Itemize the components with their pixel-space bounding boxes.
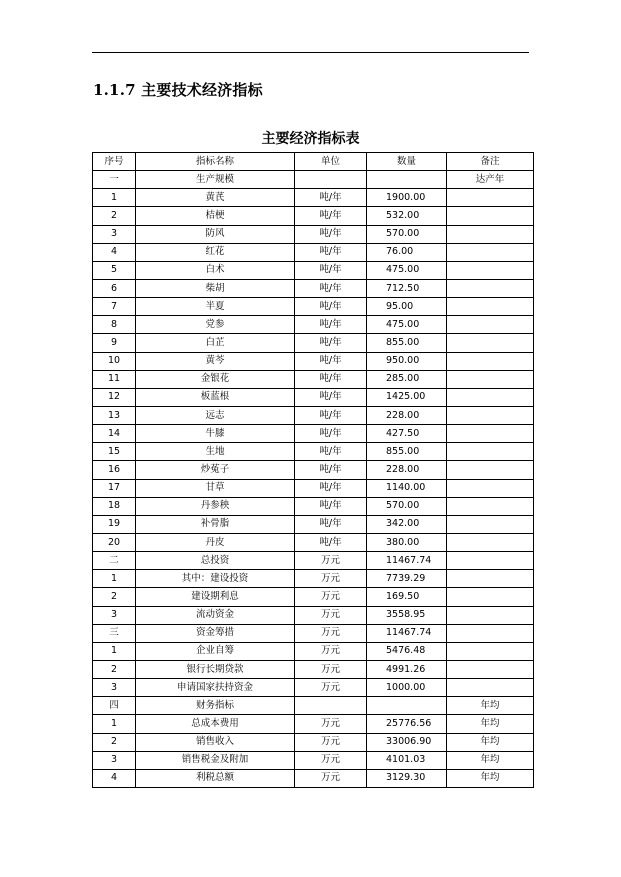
header-indicator-name: 指标名称 (136, 153, 295, 171)
cell-remark (447, 679, 534, 697)
cell-index: 1 (93, 570, 136, 588)
cell-index: 10 (93, 352, 136, 370)
cell-index: 12 (93, 388, 136, 406)
table-row (93, 207, 534, 225)
cell-indicator-name: 桔梗 (136, 207, 295, 225)
cell-quantity: 427.50 (367, 425, 447, 443)
cell-index: 6 (93, 279, 136, 297)
table-row (93, 515, 534, 533)
cell-unit: 吨/年 (295, 243, 367, 261)
cell-quantity: 7739.29 (367, 570, 447, 588)
cell-unit: 万元 (295, 606, 367, 624)
table-row (93, 352, 534, 370)
table-row (93, 316, 534, 334)
cell-unit: 吨/年 (295, 533, 367, 551)
header-remark: 备注 (447, 153, 534, 171)
cell-remark (447, 388, 534, 406)
table-title: 主要经济指标表 (261, 131, 360, 147)
table-row (93, 642, 534, 660)
cell-unit: 吨/年 (295, 225, 367, 243)
cell-unit: 吨/年 (295, 189, 367, 207)
table-row (93, 733, 534, 751)
cell-unit (295, 697, 367, 715)
cell-quantity: 228.00 (367, 461, 447, 479)
cell-indicator-name: 炒菟子 (136, 461, 295, 479)
table-row (93, 624, 534, 642)
cell-remark (447, 261, 534, 279)
cell-remark (447, 660, 534, 678)
cell-index: 13 (93, 406, 136, 424)
section-heading: 1.1.7 主要技术经济指标 (93, 81, 263, 99)
table-row (93, 406, 534, 424)
cell-quantity: 532.00 (367, 207, 447, 225)
cell-index: 7 (93, 298, 136, 316)
cell-quantity: 76.00 (367, 243, 447, 261)
cell-quantity: 1000.00 (367, 679, 447, 697)
table-row (93, 606, 534, 624)
cell-remark (447, 316, 534, 334)
cell-quantity: 228.00 (367, 406, 447, 424)
cell-indicator-name: 白术 (136, 261, 295, 279)
table-row (93, 334, 534, 352)
cell-indicator-name: 建设期利息 (136, 588, 295, 606)
table-row (93, 660, 534, 678)
cell-index: 2 (93, 660, 136, 678)
cell-indicator-name: 板蓝根 (136, 388, 295, 406)
cell-indicator-name: 红花 (136, 243, 295, 261)
header-rule (92, 52, 529, 53)
cell-indicator-name: 总投资 (136, 552, 295, 570)
cell-unit: 吨/年 (295, 370, 367, 388)
cell-remark: 年均 (447, 715, 534, 733)
table-body (93, 171, 534, 788)
cell-indicator-name: 生产规模 (136, 171, 295, 189)
cell-quantity: 342.00 (367, 515, 447, 533)
cell-remark (447, 352, 534, 370)
cell-quantity: 1425.00 (367, 388, 447, 406)
cell-quantity: 33006.90 (367, 733, 447, 751)
table-row (93, 388, 534, 406)
cell-indicator-name: 销售收入 (136, 733, 295, 751)
cell-quantity: 855.00 (367, 334, 447, 352)
table-row (93, 171, 534, 189)
cell-unit: 万元 (295, 660, 367, 678)
cell-quantity: 570.00 (367, 497, 447, 515)
cell-remark (447, 624, 534, 642)
cell-unit: 吨/年 (295, 279, 367, 297)
cell-indicator-name: 企业自筹 (136, 642, 295, 660)
table-row (93, 679, 534, 697)
cell-remark (447, 443, 534, 461)
cell-quantity: 169.50 (367, 588, 447, 606)
cell-quantity: 380.00 (367, 533, 447, 551)
table-header-row (93, 153, 534, 171)
table-row (93, 225, 534, 243)
cell-index: 3 (93, 606, 136, 624)
cell-unit (295, 171, 367, 189)
cell-unit: 万元 (295, 552, 367, 570)
cell-index: 17 (93, 479, 136, 497)
cell-remark (447, 189, 534, 207)
cell-indicator-name: 黄芪 (136, 189, 295, 207)
cell-indicator-name: 总成本费用 (136, 715, 295, 733)
cell-remark (447, 207, 534, 225)
cell-remark (447, 479, 534, 497)
cell-index: 18 (93, 497, 136, 515)
cell-remark (447, 642, 534, 660)
cell-index: 5 (93, 261, 136, 279)
cell-remark (447, 552, 534, 570)
cell-index: 4 (93, 243, 136, 261)
cell-quantity: 3558.95 (367, 606, 447, 624)
cell-indicator-name: 资金筹措 (136, 624, 295, 642)
cell-unit: 万元 (295, 624, 367, 642)
cell-quantity: 25776.56 (367, 715, 447, 733)
cell-indicator-name: 丹皮 (136, 533, 295, 551)
cell-index: 15 (93, 443, 136, 461)
cell-index: 四 (93, 697, 136, 715)
table-row (93, 298, 534, 316)
table-row (93, 479, 534, 497)
table-row (93, 461, 534, 479)
cell-unit: 万元 (295, 570, 367, 588)
cell-unit: 吨/年 (295, 497, 367, 515)
header-unit: 单位 (295, 153, 367, 171)
cell-indicator-name: 防风 (136, 225, 295, 243)
cell-remark (447, 334, 534, 352)
cell-remark: 年均 (447, 751, 534, 769)
cell-indicator-name: 白芷 (136, 334, 295, 352)
header-quantity: 数量 (367, 153, 447, 171)
cell-quantity: 855.00 (367, 443, 447, 461)
table-row (93, 443, 534, 461)
cell-index: 4 (93, 769, 136, 787)
header-index: 序号 (93, 153, 136, 171)
cell-remark (447, 225, 534, 243)
cell-remark (447, 606, 534, 624)
cell-unit: 吨/年 (295, 515, 367, 533)
cell-indicator-name: 牛膝 (136, 425, 295, 443)
cell-index: 8 (93, 316, 136, 334)
cell-unit: 吨/年 (295, 461, 367, 479)
cell-remark (447, 425, 534, 443)
cell-indicator-name: 申请国家扶持资金 (136, 679, 295, 697)
table-row (93, 189, 534, 207)
cell-quantity: 1900.00 (367, 189, 447, 207)
cell-quantity: 712.50 (367, 279, 447, 297)
cell-index: 2 (93, 588, 136, 606)
cell-remark (447, 461, 534, 479)
cell-quantity: 950.00 (367, 352, 447, 370)
cell-quantity: 11467.74 (367, 552, 447, 570)
cell-quantity: 5476.48 (367, 642, 447, 660)
cell-index: 3 (93, 225, 136, 243)
cell-remark (447, 279, 534, 297)
cell-indicator-name: 利税总额 (136, 769, 295, 787)
cell-indicator-name: 黄芩 (136, 352, 295, 370)
cell-quantity: 570.00 (367, 225, 447, 243)
table-row (93, 751, 534, 769)
cell-remark: 年均 (447, 769, 534, 787)
cell-quantity (367, 171, 447, 189)
cell-quantity: 4991.26 (367, 660, 447, 678)
cell-unit: 吨/年 (295, 406, 367, 424)
cell-unit: 万元 (295, 769, 367, 787)
cell-quantity: 285.00 (367, 370, 447, 388)
cell-index: 一 (93, 171, 136, 189)
table-row (93, 769, 534, 787)
table-row (93, 570, 534, 588)
cell-indicator-name: 远志 (136, 406, 295, 424)
cell-unit: 万元 (295, 679, 367, 697)
cell-index: 2 (93, 733, 136, 751)
cell-remark (447, 497, 534, 515)
economic-indicators-table (92, 152, 534, 788)
cell-quantity: 4101.03 (367, 751, 447, 769)
cell-indicator-name: 补骨脂 (136, 515, 295, 533)
cell-quantity: 11467.74 (367, 624, 447, 642)
cell-index: 9 (93, 334, 136, 352)
cell-unit: 吨/年 (295, 316, 367, 334)
cell-unit: 吨/年 (295, 334, 367, 352)
table-row (93, 279, 534, 297)
cell-quantity: 95.00 (367, 298, 447, 316)
cell-index: 2 (93, 207, 136, 225)
cell-unit: 吨/年 (295, 261, 367, 279)
cell-quantity: 1140.00 (367, 479, 447, 497)
cell-index: 19 (93, 515, 136, 533)
cell-unit: 万元 (295, 642, 367, 660)
cell-index: 1 (93, 715, 136, 733)
cell-remark (447, 570, 534, 588)
cell-quantity: 3129.30 (367, 769, 447, 787)
table-row (93, 588, 534, 606)
table-row (93, 715, 534, 733)
cell-unit: 万元 (295, 588, 367, 606)
cell-indicator-name: 财务指标 (136, 697, 295, 715)
cell-remark (447, 370, 534, 388)
cell-unit: 万元 (295, 733, 367, 751)
table-row (93, 370, 534, 388)
table-row (93, 261, 534, 279)
cell-indicator-name: 柴胡 (136, 279, 295, 297)
cell-indicator-name: 其中：建设投资 (136, 570, 295, 588)
cell-quantity: 475.00 (367, 316, 447, 334)
cell-index: 3 (93, 679, 136, 697)
cell-unit: 吨/年 (295, 443, 367, 461)
cell-remark (447, 298, 534, 316)
cell-index: 14 (93, 425, 136, 443)
cell-indicator-name: 金银花 (136, 370, 295, 388)
cell-remark: 达产年 (447, 171, 534, 189)
cell-index: 1 (93, 189, 136, 207)
cell-index: 3 (93, 751, 136, 769)
cell-indicator-name: 党参 (136, 316, 295, 334)
cell-indicator-name: 生地 (136, 443, 295, 461)
cell-indicator-name: 流动资金 (136, 606, 295, 624)
cell-remark: 年均 (447, 697, 534, 715)
table-row (93, 497, 534, 515)
cell-unit: 万元 (295, 715, 367, 733)
cell-remark (447, 406, 534, 424)
cell-remark (447, 515, 534, 533)
table-row (93, 552, 534, 570)
cell-quantity: 475.00 (367, 261, 447, 279)
cell-remark (447, 588, 534, 606)
table-row (93, 243, 534, 261)
cell-indicator-name: 丹参秧 (136, 497, 295, 515)
cell-index: 11 (93, 370, 136, 388)
cell-unit: 吨/年 (295, 388, 367, 406)
cell-unit: 吨/年 (295, 352, 367, 370)
cell-indicator-name: 半夏 (136, 298, 295, 316)
cell-unit: 吨/年 (295, 207, 367, 225)
cell-remark (447, 243, 534, 261)
cell-remark: 年均 (447, 733, 534, 751)
table-row (93, 697, 534, 715)
cell-indicator-name: 甘草 (136, 479, 295, 497)
table-row (93, 425, 534, 443)
table-row (93, 533, 534, 551)
cell-remark (447, 533, 534, 551)
cell-indicator-name: 银行长期贷款 (136, 660, 295, 678)
cell-index: 20 (93, 533, 136, 551)
cell-index: 二 (93, 552, 136, 570)
cell-unit: 万元 (295, 751, 367, 769)
cell-quantity (367, 697, 447, 715)
cell-index: 1 (93, 642, 136, 660)
cell-index: 16 (93, 461, 136, 479)
cell-index: 三 (93, 624, 136, 642)
cell-unit: 吨/年 (295, 425, 367, 443)
cell-indicator-name: 销售税金及附加 (136, 751, 295, 769)
cell-unit: 吨/年 (295, 298, 367, 316)
cell-unit: 吨/年 (295, 479, 367, 497)
